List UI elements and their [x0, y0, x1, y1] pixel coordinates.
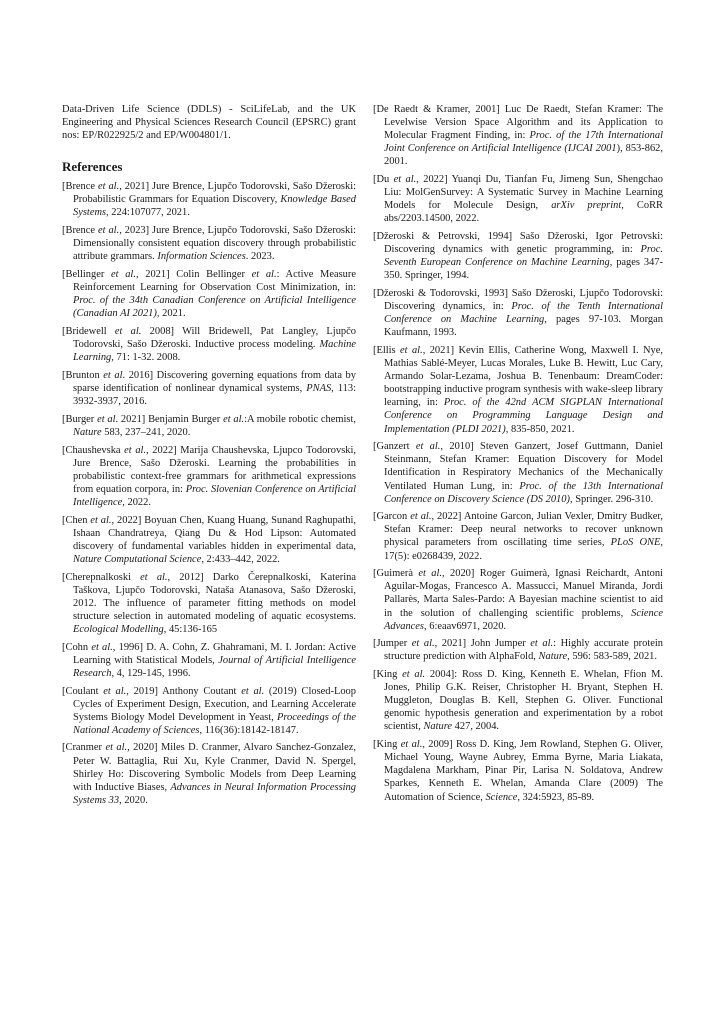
reference-segment: , 116(36):18142-18147. [199, 724, 299, 736]
reference-italic-segment: Nature [423, 721, 453, 733]
reference-italic-segment: Ecological Modelling [73, 623, 164, 635]
reference-segment: , 45:136-165 [163, 623, 218, 635]
reference-segment: 17(5): e0268439, 2022. [384, 550, 482, 562]
reference-italic-segment: et al. [411, 638, 435, 650]
reference-segment: 583, 237–241, 2020. [101, 426, 191, 438]
reference-segment: [Burger [62, 413, 98, 425]
reference-entry [373, 637, 663, 663]
reference-italic-segment: et al. [418, 568, 443, 580]
reference-segment: [King [373, 739, 401, 751]
reference-segment: , 2020] Miles D. Cranmer, Alvaro Sanchez-Gonzalez, Peter W. Battaglia, Rui Xu, Kyle Cranmer, David N. Spergel, Shirley Ho: Discovering Symbolic Models from Deep Learning with Inductive Biases, [73, 742, 357, 793]
reference-italic-segment: arXiv preprint [551, 200, 622, 212]
reference-segment: , 835-850, 2021. [505, 423, 575, 435]
reference-segment: [Bridewell [62, 326, 115, 337]
reference-italic-segment: Proc. of the 42nd ACM SIGPLAN International Conference on Programming Language Design and Implementation (PLDI 2021) [384, 397, 663, 435]
reference-italic-segment: Nature [538, 651, 568, 663]
reference-segment: (2019) Closed-Loop Cycles of Experiment Design, Execution, and Learning Accelerate Systems Biology Model Development in Yeast, [73, 685, 356, 723]
reference-segment: [Cherepnalkoski [62, 571, 141, 583]
reference-segment: [King [373, 669, 403, 681]
reference-segment: . 2021] Benjamin Burger [115, 413, 224, 425]
reference-segment: , 2021] John Jumper [434, 638, 531, 650]
reference-entry [373, 567, 663, 632]
reference-italic-segment: et al. [97, 181, 120, 193]
reference-entry [62, 444, 356, 509]
reference-segment: [Džeroski & Todorovski, 1993] Sašo Džeroski, Ljupčo Todorovski: Discovering dynamics, in: [373, 288, 663, 313]
reference-segment: . 2023. [245, 251, 275, 263]
reference-segment: [Brunton [62, 369, 104, 381]
reference-entry [373, 344, 663, 436]
reference-entry [62, 741, 356, 806]
reference-italic-segment: et al. [97, 225, 120, 237]
reference-entry [373, 173, 663, 225]
reference-segment: , 2022] Yuanqi Du, Tianfan Fu, Jimeng Sun, Shengchao Liu: MolGenSurvey: A Systematic Survey in Machine Learning Models for Molecule Design, [384, 174, 664, 212]
reference-segment: , 2022] Marija Chaushevska, Ljupco Todorovski, Jure Brence, Sašo Džeroski. Learning the probabilities in probabilistic context-free grammars for arithmetical expressions from equation corpora, in: [73, 444, 356, 495]
reference-italic-segment: PLoS ONE, [610, 537, 663, 549]
reference-italic-segment: et al. [124, 444, 147, 456]
reference-segment: , 2022] Antoine Garcon, Julian Vexler, Dmitry Budker, Stefan Kramer: Deep neural networks to recover unknown physical parameters from oscillating time series, [384, 511, 663, 549]
reference-segment: , 2009] Ross D. King, Jem Rowland, Stephen G. Oliver, Michael Young, Wayne Aubrey, Emma Byrne, Maria Liakata, Magdalena Markham, Pinar Pir, Larisa N. Soldatova, Andrew Sparkes, Kenneth E. Whelan, Amanda Clare (2009) The Automation of Science, [384, 739, 664, 803]
reference-entry [62, 369, 356, 408]
reference-segment: , 2010] Steven Ganzert, Josef Guttmann, Daniel Steinmann, Stefan Kramer: Equation Discovery for Model Identification in Respiratory Mechanics of the Mechanically Ventilated Human Lung, in: [384, 441, 663, 492]
reference-segment: : Active Measure Reinforcement Learning for Observation Cost Minimization, in: [73, 269, 356, 294]
reference-italic-segment: et al [103, 369, 123, 381]
reference-segment: , 1996] D. A. Cohn, Z. Ghahramani, M. I. Jordan: Active Learning with Statistical Models, [73, 641, 356, 666]
reference-segment: , 2021] Kevin Ellis, Catherine Wong, Maxwell I. Nye, Mathias Sablé-Meyer, Lucas Morales, Luke B. Hewitt, Luc Cary, Armando Solar-Lezama, Joshua B. Tenenbaum: DreamCoder: bootstrapping inductive program synthesis with wake-sleep library learning, in: [384, 344, 663, 409]
reference-entry [62, 325, 356, 364]
reference-italic-segment: et al. [105, 742, 128, 754]
reference-segment: , 2022. [122, 496, 151, 508]
reference-italic-segment: Proc. of the 34th Canadian Conference on Artificial Intelligence (Canadian AI 2021) [73, 295, 356, 320]
reference-segment: [Cohn [62, 641, 92, 653]
reference-italic-segment: et al. [103, 685, 127, 697]
reference-italic-segment: Proc. Seventh European Conference on Machine Learning [384, 244, 663, 269]
reference-segment: , 71: 1-32. 2008. [111, 352, 181, 364]
reference-segment: , CoRR abs/2203.14500, 2022. [384, 200, 663, 225]
reference-italic-segment: Nature Computational Science [73, 553, 202, 565]
reference-segment: , 2021] Jure Brence, Ljupčo Todorovski, Sašo Džeroski: Probabilistic Grammars for Equation Discovery, [73, 181, 357, 206]
reference-list-left [62, 180, 356, 807]
reference-italic-segment: et al. [90, 514, 112, 526]
reference-segment: [Ganzert [373, 441, 416, 453]
reference-italic-segment: et al. [111, 269, 136, 281]
reference-segment: , 2023] Jure Brence, Ljupčo Todorovski, Sašo Džeroski: Dimensionally consistent equation discovery through probabilistic attribute grammars. [73, 225, 357, 263]
reference-segment: 2008] Will Bridewell, Pat Langley, Ljupčo Todorovski, Sašo Džeroski. Inductive process modeling. [73, 326, 356, 351]
reference-italic-segment: Journal of Artificial Intelligence Research [73, 654, 356, 679]
reference-segment: , 2021] Colin Bellinger [135, 269, 252, 281]
reference-segment: , 2020. [119, 794, 148, 806]
left-column [62, 103, 356, 812]
reference-entry [62, 224, 356, 263]
reference-segment: [Chaushevska [62, 444, 125, 456]
reference-segment: [Garcon [373, 511, 411, 523]
reference-italic-segment: Proc. of the 17th International Joint Conference on Artificial Intelligence (IJCAI 2001 [384, 130, 663, 155]
reference-segment: [Bellinger [62, 269, 111, 281]
reference-segment: , Springer. 296-310. [569, 493, 654, 505]
reference-entry [373, 287, 663, 339]
reference-segment: [Jumper [373, 638, 412, 650]
reference-segment: [Brence [62, 181, 98, 193]
reference-segment: , 4, 129-145, 1996. [111, 667, 191, 679]
reference-segment: , 2:433–442, 2022. [201, 553, 280, 565]
reference-italic-segment: Knowledge Based Systems, [73, 194, 356, 219]
reference-segment: , 2012] Darko Čerepnalkoski, Katerina Taškova, Ljupčo Todorovski, Nataša Atanasova, Sašo Džeroski, 2012. The influence of parameter fitting methods on model structure selection in automated modeling of aquatic ecosystems. [73, 571, 356, 622]
reference-italic-segment: et al. [241, 685, 265, 697]
reference-segment: , 596: 583-589, 2021. [567, 651, 658, 663]
reference-segment: [Ellis [373, 344, 401, 356]
reference-italic-segment: et al. [140, 571, 168, 583]
reference-italic-segment: Proc. of the Tenth International Conference on Machine Learning [384, 301, 663, 326]
references-heading: References [62, 159, 123, 175]
reference-italic-segment: et al. [393, 174, 417, 186]
reference-italic-segment: Information Sciences [157, 251, 246, 263]
reference-segment: [Guimerà [373, 568, 419, 580]
reference-italic-segment: PNAS, [306, 382, 334, 394]
reference-entry [373, 668, 663, 733]
reference-entry [62, 641, 356, 680]
reference-entry [62, 413, 356, 439]
reference-segment: [Cranmer [62, 742, 106, 754]
reference-segment: , 2019] Anthony Coutant [126, 685, 242, 697]
reference-segment: , pages 347-350. Springer, 1994. [384, 257, 663, 282]
reference-segment: ), 853-862, 2001. [384, 143, 663, 168]
reference-italic-segment: Nature [73, 426, 102, 438]
reference-italic-segment: et al. [415, 441, 441, 453]
right-column [373, 103, 663, 808]
reference-segment: , pages 97-103. Morgan Kaufmann, 1993. [384, 314, 663, 339]
reference-segment: :A mobile robotic chemist, [244, 413, 356, 425]
reference-segment: , 324:5923, 85-89. [517, 791, 595, 803]
reference-segment: , 2020] Roger Guimerà, Ignasi Reichardt, Antoni Aguilar-Mogas, Francesco A. Massucci, Manuel Miranda, Jordi Pallarès, Marta Sales-Pardo: A Bayesian machine scientist to aid in the solution of challenging scientific problems, [384, 568, 663, 619]
reference-segment: [Coulant [62, 685, 104, 697]
reference-entry [373, 230, 663, 282]
reference-segment: : Highly accurate protein structure prediction with AlphaFold, [384, 638, 664, 663]
reference-entry [62, 685, 356, 737]
acknowledgement-text: Data-Driven Life Science (DDLS) - SciLifeLab, and the UK Engineering and Physical Sciences Research Council (EPSRC) grant nos: EP/R022925/2 and EP/W004801/1. [62, 104, 356, 142]
reference-segment: 427, 2004. [452, 721, 500, 733]
reference-italic-segment: et al. [400, 344, 423, 356]
reference-italic-segment: Science Advances [384, 607, 663, 632]
reference-italic-segment: et al. [251, 269, 277, 281]
reference-segment: 113: 3932-3937, 2016. [73, 382, 356, 408]
reference-segment: . 2016] Discovering governing equations from data by sparse identification of nonlinear dynamical systems, [73, 369, 356, 394]
reference-entry [62, 571, 356, 636]
reference-entry [373, 103, 663, 168]
reference-segment: 224:107077, 2021. [108, 207, 190, 219]
reference-segment: , 6:eaav6971, 2020. [424, 620, 507, 632]
reference-entry [373, 510, 663, 562]
reference-segment: 2004]: Ross D. King, Kenneth E. Whelan, Ffion M. Jones, Philip G.K. Reiser, Christopher H. Bryant, Stephen H. Muggleton, Douglas B. Kell, Stephen G. Oliver. Functional genomic hypothesis generation and experimentation by a robot scientist, [384, 669, 663, 733]
reference-italic-segment: et al. [410, 511, 432, 523]
reference-segment: [De Raedt & Kramer, 2001] Luc De Raedt, Stefan Kramer: The Levelwise Version Space Algorithm and its Application to Molecular Fragment Finding, in: [373, 104, 663, 142]
reference-italic-segment: Machine Learning [73, 339, 356, 364]
reference-italic-segment: et al. [530, 638, 554, 650]
reference-entry [62, 180, 356, 219]
reference-list-right [373, 103, 663, 804]
reference-segment: [Brence [62, 225, 98, 237]
reference-italic-segment: et al. [114, 326, 142, 337]
reference-italic-segment: et al. [402, 669, 426, 681]
reference-italic-segment: Science [485, 791, 518, 803]
reference-entry [373, 440, 663, 505]
reference-italic-segment: et al. [91, 641, 113, 653]
reference-italic-segment: et al. [223, 413, 245, 425]
reference-entry [62, 514, 356, 566]
reference-segment: , 2022] Boyuan Chen, Kuang Huang, Sunand Raghupathi, Ishaan Chandratreya, Qiang Du & Hod Lipson: Automated discovery of fundamental variables hidden in experimental data, [73, 514, 356, 552]
reference-italic-segment: et al [97, 413, 116, 425]
reference-italic-segment: Proceedings of the National Academy of Sciences [73, 711, 356, 736]
reference-italic-segment: Proc. of the 13th International Conference on Discovery Science (DS 2010) [384, 480, 663, 505]
reference-entry [373, 738, 663, 803]
reference-italic-segment: Proc. Slovenian Conference on Artificial Intelligence [73, 483, 356, 508]
reference-italic-segment: et al. [400, 739, 423, 751]
reference-segment: [Du [373, 174, 394, 186]
reference-segment: [Chen [62, 514, 91, 526]
reference-segment: [Džeroski & Petrovski, 1994] Sašo Džeroski, Igor Petrovski: Discovering dynamics with genetic programming, in: [373, 231, 663, 256]
reference-segment: , 2021. [156, 308, 186, 320]
reference-italic-segment: Advances in Neural Information Processing Systems 33 [73, 781, 356, 806]
reference-entry [62, 268, 356, 320]
